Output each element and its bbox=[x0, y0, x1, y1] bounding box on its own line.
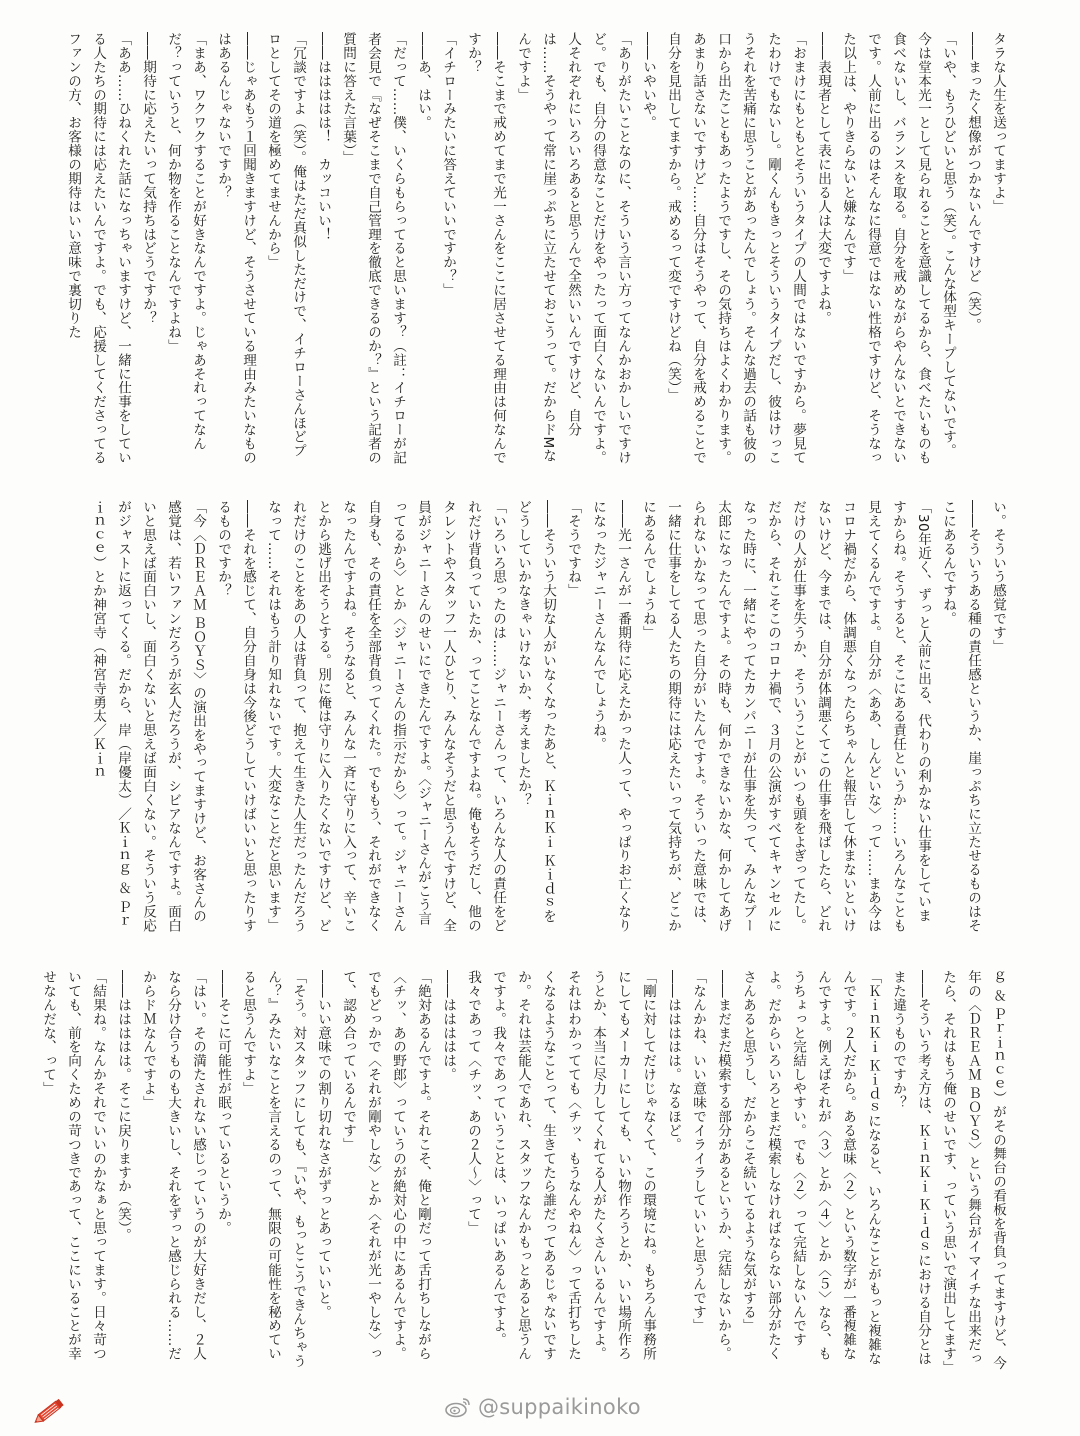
interviewer-line: ――光一さんが一番期待に応えたかった人って、やっぱりお亡くなりになったジャニーさんなんでしょうね。 bbox=[590, 500, 631, 933]
tier-top-flow bbox=[60, 32, 1010, 468]
paragraph: 「ＫｉｎＫｉ Ｋｉｄｓになると、いろんなことがもっと複雑なんです。２人だから。ある意味〈２〉という数字が一番複雑なんですよ。例えばそれが〈３〉とか〈４〉とか〈５〉なら、もうちょっと完結しやすい。でも〈２〉って完結しないんですよ。だからいろいろとまだ模索しなければならない部分がたくさんあると思うし、だからこそ続いてるような気がする」 bbox=[740, 970, 881, 1366]
paragraph: 「今〈ＤＲＥＡＭ ＢＯＹＳ〉の演出をやってますけど、お客さんの感覚は、若いファンだろうが玄人だろうが、シビアなんですよ。面白いと思えば面白いし、面白くないと思えば面白くない。そういう反応がジャストに返ってくる。だから、岸（岸優太）／Ｋｉｎｇ ＆ Ｐｒｉｎｃｅ）とか神宮寺（神宮寺勇太／Ｋｉｎ bbox=[90, 500, 206, 933]
paragraph: 「剛に対してだけじゃなくて、この環境にね。もちろん事務所にしてもメーカーにしても、いい物作ろうとか、いい場所作ろうとか、本当に尽力してくれてる人がたくさんいるんですよ。それはわかってても〈チッ、もうなんやねん〉って舌打ちしたくなるようなことって、生きてたら誰だってあるじゃないですか。それは芸能人であれ、スタッフなんかもっとあると思うんですよ。我々であっていうことは、いっぱいあるんですよ。我々であって〈チッ、あの２人〜〉って」 bbox=[465, 970, 656, 1361]
interviewer-line: ――あ、はい。 bbox=[415, 32, 431, 130]
paragraph: 「はい。その満たされない感じっていうのが大好きだし、２人なら分け合うものも大きいし、それをずっと感じられる……だからドＭなんですよ」 bbox=[140, 970, 206, 1361]
paragraph: 「冗談ですよ（笑）。俺はただ真似しただけで、イチローさんほどプロとしてその道を極めてませんから」 bbox=[265, 32, 306, 458]
paragraph: 「まあ、ワクワクすることが好きなんですよ。じゃあそれってなんだ？っていうと、何か物を作ることなんですよね」 bbox=[165, 32, 206, 451]
interviewer-line: ――期待に応えたいって気持ちはどうですか？ bbox=[140, 32, 156, 325]
interviewer-line: ――そこに可能性が眠っているというか。 bbox=[215, 970, 231, 1236]
paragraph: 「だって……僕、いくらもらってると思います？（註：イチローが記者会見で『なぜそこまで自己管理を徹底できるのか？』という記者の質問に答えた言葉）」 bbox=[340, 32, 406, 465]
interviewer-line: ――そういう大切な人がいなくなったあと、ＫｉｎＫｉ Ｋｉｄｓをどうしていかなきゃいけないか、考えましたか？ bbox=[515, 500, 556, 924]
paragraph: 「絶対あるんですよ。それこそ、俺と剛だって舌打ちしながら〈チッ、あの野郎〉っていうのが絶対心の中にあるんですよ。でもどっかで〈それが剛やしな〉とか〈それが光一やしな〉って、認め合っているんです」 bbox=[340, 970, 431, 1361]
weibo-logo-icon bbox=[444, 1395, 472, 1419]
paragraph: 「いろいろ思ったのは……ジャニーさんって、いろんな人の責任をどれだけ背負っていたか、ってことなんですよね。俺もそうだし、他のタレントやスタッフ一人ひとり、みんなそうだと思うんですけど、全員がジャニーさんのせいにできたんですよ。〈ジャニーさんがこう言ってるから〉とか〈ジャニーさんの指示だから〉って。ジャニーさん自身も、その責任を全部背負ってくれた。でももう、それができなくなったんですよね。そうなると、みんな一斉に守りに入って、辛いことから逃げ出そうとする。別に俺は守りに入りたくないですけど、どれだけのことをあの人は背負って、抱えて生きた人生だったんだろうなって……それはもう計り知れないです。大変なことだと思います」 bbox=[265, 500, 506, 933]
paragraph: ｇ ＆ Ｐｒｉｎｃｅ）がその舞台の看板を背負ってますけど、今年の〈ＤＲＥＡＭ ＢＯＹＳ〉という舞台がイマイチな出来だったら、それはもう俺のせいです、っていう思いで演出してます」 bbox=[940, 970, 1006, 1375]
interviewer-line: ――表現者として表に出る人は大変ですよね。 bbox=[815, 32, 831, 325]
article-tier-bottom bbox=[40, 970, 1010, 1375]
paragraph: 「そうですね」 bbox=[565, 500, 581, 598]
paragraph: 「いや、もうひどいと思う（笑）。こんな体型キープしてないです。今は堂本光一として見られることを意識してるから、食べたいものも食べないし、バランスを取る。自分を戒めながらやんないとできないです。人前に出るのはそんなに得意ではない性格ですけど、そうなった以上は、やりきらないと嫌なんです」 bbox=[840, 32, 956, 465]
watermark bbox=[444, 1392, 641, 1422]
watermark-handle: @suppaikinoko bbox=[478, 1395, 641, 1419]
interviewer-line: ――そういう考え方は、ＫｉｎＫｉ Ｋｉｄｓにおける自分とはまた違うものですか？ bbox=[890, 970, 931, 1366]
article-tier-middle bbox=[80, 500, 1010, 934]
interviewer-line: ――そこまで戒めてまで光一さんをここに居させてる理由は何なんですか？ bbox=[465, 32, 506, 465]
pencil-icon bbox=[30, 1392, 70, 1432]
paragraph: 「そう。対スタッフにしても、『いや、もっとこうできんちゃうん？』みたいなことを言えるのって、無限の可能性を秘めていると思うんですよ」 bbox=[240, 970, 306, 1368]
interviewer-line: ――それを感じて、自分自身は今後どうしていけばいいと思ったりするものですか？ bbox=[215, 500, 256, 933]
interviewer-line: ――まだまだ模索する部分があるというか、完結しないから。 bbox=[715, 970, 731, 1361]
paragraph: タラな人生を送ってますよ」 bbox=[990, 32, 1006, 214]
interviewer-line: ――ははははは。 bbox=[440, 970, 456, 1082]
paragraph: 「30年近く、ずっと人前に出る、代わりの利かない仕事をしていますからね。そうすると、そこにある責任というか……いろんなことも見えてくるんですよ。自分が〈ああ、しんどいな〉って……まあ今はコロナ禍だから、体調悪くなったらちゃんと報告して休まないといけないけど、今までは、自分が体調悪くてこの仕事を飛ばしたら、どれだけの人が仕事を失うか、そういうことがいつも頭をよぎってたし。だから、それこそこのコロナ禍で、３月の公演がすべてキャンセルになった時に、一緒にやってたカンパニーが仕事を失って、みんなプー太郎になったんですよ。その時も、何かできないかな、何かしてあげられないかなって思った自分がいたんですよ。そういった意味では、一緒に仕事をしてる人たちの期待には応えたいって気持ちが、どこかにあるんでしょうね」 bbox=[640, 500, 931, 933]
paragraph: い。そういう感覚です」 bbox=[990, 500, 1006, 654]
interviewer-line: ――ははははは。そこに戻りますか（笑）。 bbox=[115, 970, 131, 1243]
interviewer-line: ――ははははは！ カッコいい！ bbox=[315, 32, 331, 242]
article-tier-top bbox=[65, 32, 1010, 468]
interviewer-line: ――いやいや。 bbox=[640, 32, 656, 130]
interviewer-line: ――じゃあもう１回聞きますけど、そうさせている理由みたいなものはあるんじゃないですか？ bbox=[215, 32, 256, 465]
interviewer-line: ――そういうある種の責任感というか、崖っぷちに立たせるものはそこにあるんですね。 bbox=[940, 500, 981, 933]
paragraph: 「イチローみたいに答えていいですか？」 bbox=[440, 32, 456, 298]
interviewer-line: ――まったく想像がつかないんですけど（笑）。 bbox=[965, 32, 981, 333]
tier-middle-flow bbox=[85, 500, 1010, 934]
tier-bottom-flow bbox=[35, 970, 1010, 1375]
interviewer-line: ――ははははは。なるほど。 bbox=[665, 970, 681, 1152]
paragraph: 「結果ね。なんかそれでいいのかなぁと思ってます。日々苛ついても、前を向くための苛つきであって、ここにいることが幸せなんだな、って」 bbox=[40, 970, 106, 1361]
paragraph: 「ありがたいことなのに、そういう言い方ってなんかおかしいですけど。でも、自分の得意なことだけをやったって面白くないんですよ。人それぞれにいろいろあると思うんで全然いいんですけど、自分は……そうやって常に崖っぷちに立たせておこうって。だからドMなんですよ」 bbox=[515, 32, 631, 465]
interviewer-line: ――いい意味での割り切れなさがずっとあっていいと。 bbox=[315, 970, 331, 1319]
paragraph: 「おまけにもともとそういうタイプの人間ではないですから。夢見てたわけでもないし。剛くんもきっとそういうタイプだし、彼はけっこうそれを苦痛に思うことがあったんでしょう。そんな過去の話も彼の口から出たこともあったようですし、その気持ちはよくわかります。あまり話さないですけど……自分はそうやって、自分を戒めることで自分を見出してますから。戒めるって変ですけどね（笑）」 bbox=[665, 32, 806, 465]
paragraph: 「ああ……ひねくれた話になっちゃいますけど、一緒に仕事をしている人たちの期待には応えたいんですよ。でも、応援してくださってるファンの方、お客様の期待はいい意味で裏切りた bbox=[65, 32, 131, 465]
paragraph: 「なんかね、いい意味でイライラしていいと思うんです」 bbox=[690, 970, 706, 1333]
